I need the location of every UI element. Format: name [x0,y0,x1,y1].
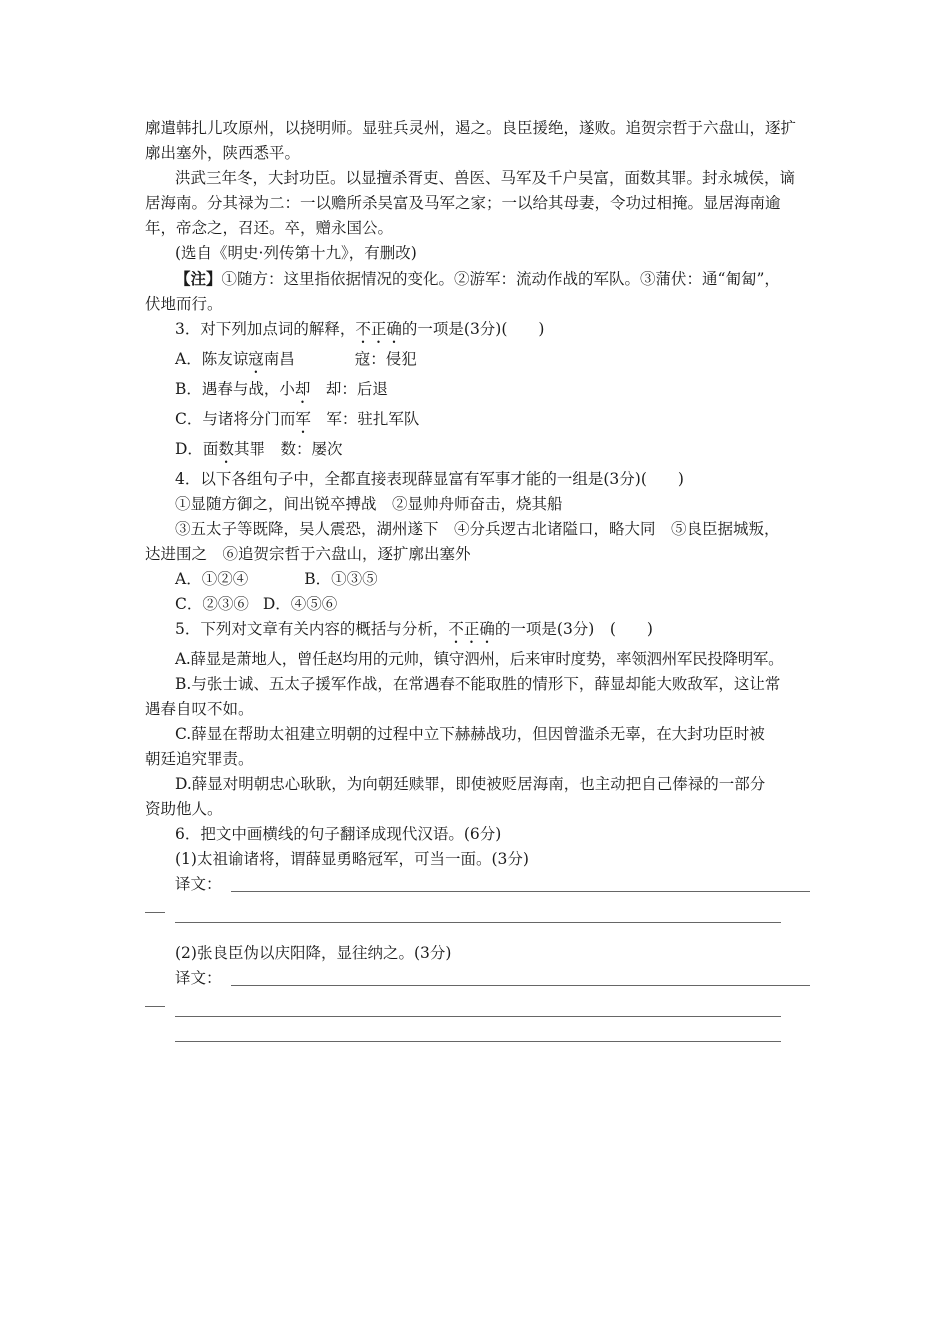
q5-stem-post: 的一项是(3分) ( ) [494,620,653,638]
passage-note-cont: 伏地而行。 [145,295,223,313]
passage-line: 居海南。分其禄为二：一以赡所杀吴富及马军之家；一以给其母妻，令功过相掩。显居海南逾 [145,194,781,212]
q3-d-pre: D．面 [175,440,219,458]
question-4-options-row [145,567,810,592]
question-6-stem: 6．把文中画横线的句子翻译成现代汉语。(6分) [175,825,502,843]
answer-underline-wrap [145,1006,165,1007]
question-3-option-a [145,347,810,377]
q3-b-pre: B．遇春与战，小 [175,380,295,398]
passage-source: (选自《明史·列传第十九》，有删改) [175,244,417,262]
passage-line: 洪武三年冬，大封功臣。以显擅杀胥吏、兽医、马军及千户吴富，面数其罪。封永城侯，谪 [175,169,796,187]
q3-c-post: 军：驻扎军队 [310,410,420,428]
question-3-option-c [145,407,810,437]
q5-stem-dotted: 不正确 [448,620,495,638]
q3-stem-dotted: 不正确 [355,320,402,338]
q3-d-post: 其罪 数：屡次 [233,440,343,458]
answer-underline-extra[interactable] [175,1041,781,1042]
question-5-option-c: C.薛显在帮助太祖建立明朝的过程中立下赫赫战功，但因曾滥杀无辜，在大封功臣时被 [175,725,765,743]
q4-option-c: C．②③⑥ [175,595,249,613]
q3-a-dotted: 寇 [248,350,264,368]
q3-d-dotted: 数 [218,440,234,458]
q5-stem-pre: 5．下列对文章有关内容的概括与分析， [175,620,449,638]
q3-a-pre: A．陈友谅 [175,350,249,368]
answer-underline [231,891,810,892]
answer-underline [231,985,810,986]
question-6-sub-1: (1)太祖谕诸将，谓薛显勇略冠军，可当一面。(3分) [175,850,529,868]
translation-label: 译文： [175,875,222,893]
document-page [145,116,810,1042]
question-5-option-d: D.薛显对明朝忠心耿耿，为向朝廷赎罪，即使被贬居海南，也主动把自己俸禄的一部分 [175,775,766,793]
q3-a-gloss: 寇：侵犯 [354,350,417,368]
q3-b-dotted: 却 [294,380,311,398]
question-5-option-d-cont: 资助他人。 [145,800,223,818]
q4-option-a: A．①②④ [175,570,249,588]
answer-underline-extra[interactable] [175,1016,781,1017]
note-label: 【注】 [175,269,222,288]
question-3-option-d [145,437,810,467]
question-4-stem: 4．以下各组句子中，全都直接表现薛显富有军事才能的一组是(3分)( ) [175,470,684,488]
q3-stem-pre: 3．对下列加点词的解释， [175,320,356,338]
translation-answer-line-2[interactable] [145,966,810,991]
passage-line: 年，帝念之，召还。卒，赠永国公。 [145,219,394,237]
q4-option-b: B．①③⑤ [304,570,378,588]
question-4-options-row [145,592,810,617]
passage-line: 廓遣韩扎儿攻原州，以挠明师。显驻兵灵州，遏之。良臣援绝，遂败。追贺宗哲于六盘山，逐扩 [145,119,797,137]
q3-a-post: 南昌 [263,350,295,368]
translation-answer-line-1[interactable] [145,872,810,897]
answer-underline-wrap [145,912,165,913]
q3-stem-post: 的一项是(3分)( ) [401,320,545,338]
question-3-stem [145,317,810,347]
question-4-sentences: ①显随方御之，间出锐卒搏战 ②显帅舟师奋击，烧其船 [175,495,563,513]
passage-note [145,266,810,292]
q3-c-dotted: 军 [295,410,311,428]
q3-b-post: 却：后退 [310,380,388,398]
note-text: ①随方：这里指依据情况的变化。②游军：流动作战的军队。③蒲伏：通“匍匐”， [221,270,780,288]
question-5-option-a: A.薛显是萧地人，曾任赵均用的元帅，镇守泗州，后来审时度势，率领泗州军民投降明军。 [175,650,784,668]
question-4-sentences: 达进围之 ⑥追贺宗哲于六盘山，逐扩廓出塞外 [145,545,471,563]
question-5-option-c-cont: 朝廷追究罪责。 [145,750,254,768]
question-4-sentences: ③五太子等既降，吴人震恐，湖州遂下 ④分兵逻古北诸隘口，略大同 ⑤良臣据城叛， [175,520,780,538]
question-3-option-b [145,377,810,407]
answer-underline-extra[interactable] [175,922,781,923]
translation-label: 译文： [175,969,222,987]
question-5-option-b: B.与张士诚、五太子援军作战，在常遇春不能取胜的情形下，薛显却能大败敌军，这让常 [175,675,781,693]
question-5-stem [145,617,810,647]
q4-option-d: D．④⑤⑥ [262,595,338,613]
question-5-option-b-cont: 遇春自叹不如。 [145,700,254,718]
q3-c-pre: C．与诸将分门而 [175,410,296,428]
question-6-sub-2: (2)张良臣伪以庆阳降，显往纳之。(3分) [175,944,452,962]
passage-line: 廓出塞外，陕西悉平。 [145,144,301,162]
